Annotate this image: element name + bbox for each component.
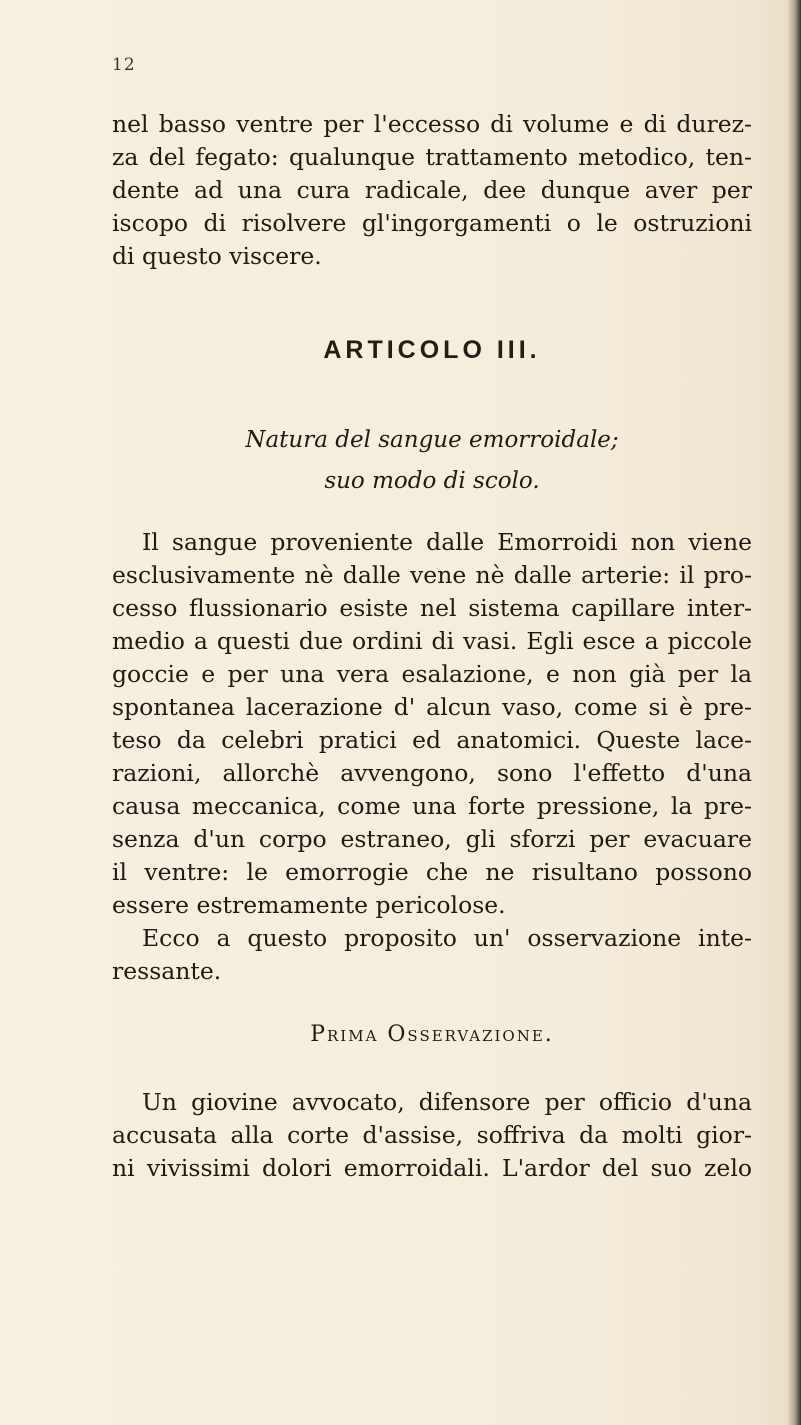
text-line: causa meccanica, come una forte pressione, la pre- — [112, 792, 752, 820]
text-line: essere estremamente pericolose. — [112, 891, 506, 919]
article-title: ARTICOLO III. — [323, 336, 541, 364]
subtitle-line: suo modo di scolo. — [324, 468, 540, 494]
text-line: nel basso ventre per l'eccesso di volume e di durez- — [112, 110, 752, 138]
text-line: Un giovine avvocato, difensore per officio d'una — [142, 1088, 752, 1116]
top-paragraph — [112, 108, 752, 273]
text-line: medio a questi due ordini di vasi. Egli esce a piccole — [112, 627, 752, 655]
page-number: 12 — [112, 55, 136, 75]
text-line: ni vivissimi dolori emorroidali. L'ardor del suo zelo — [112, 1154, 752, 1182]
text-line: spontanea lacerazione d' alcun vaso, come si è pre- — [112, 693, 752, 721]
text-line: cesso flussionario esiste nel sistema capillare inter- — [112, 594, 752, 622]
observation-title: Prima Osservazione. — [310, 1022, 554, 1047]
main-paragraph — [112, 526, 752, 922]
text-line: senza d'un corpo estraneo, gli sforzi per evacuare — [112, 825, 752, 853]
text-line: Il sangue proveniente dalle Emorroidi non viene — [142, 528, 752, 556]
text-line: dente ad una cura radicale, dee dunque aver per — [112, 176, 752, 204]
observation-paragraph — [112, 1086, 752, 1185]
text-line: di questo viscere. — [112, 242, 322, 270]
second-paragraph — [112, 922, 752, 988]
text-line: esclusivamente nè dalle vene nè dalle arterie: il pro- — [112, 561, 752, 589]
text-line: teso da celebri pratici ed anatomici. Queste lace- — [112, 726, 752, 754]
text-line: goccie e per una vera esalazione, e non già per la — [112, 660, 752, 688]
text-line: razioni, allorchè avvengono, sono l'effetto d'una — [112, 759, 752, 787]
page-edge-shadow — [787, 0, 801, 1425]
text-line: Ecco a questo proposito un' osservazione inte- — [142, 924, 752, 952]
text-line: iscopo di risolvere gl'ingorgamenti o le ostruzioni — [112, 209, 752, 237]
article-subtitle — [112, 420, 752, 502]
text-line: accusata alla corte d'assise, soffriva da molti gior- — [112, 1121, 752, 1149]
text-line: il ventre: le emorrogie che ne risultano possono — [112, 858, 752, 886]
text-line: ressante. — [112, 957, 222, 985]
text-line: za del fegato: qualunque trattamento metodico, ten- — [112, 143, 752, 171]
subtitle-line: Natura del sangue emorroidale; — [245, 427, 619, 453]
